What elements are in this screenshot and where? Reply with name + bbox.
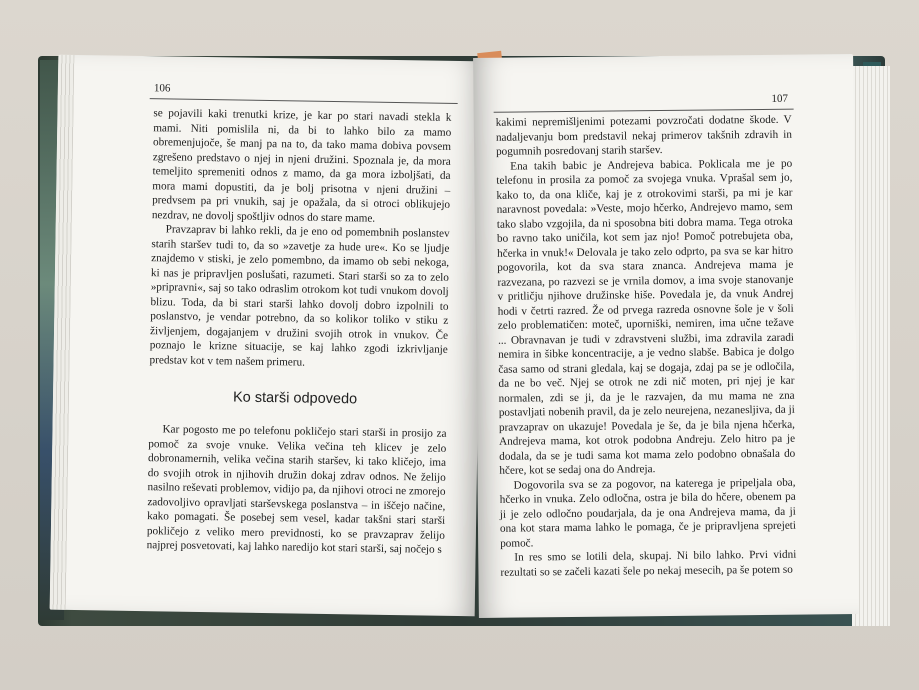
paragraph: Dogovorila sva se za pogovor, na katerega je pripeljala oba, hčerko in vnuka. Zelo odločna, ostra je bila do hčere, obenem pa ji je zelo odločno poudarjala, da je ona Andrejeva mama, da ji ona kot stara mama lahko le pomaga, če je pripravljena sprejeti pomoč.	[499, 476, 797, 550]
section-heading: Ko starši odpovedo	[232, 389, 358, 408]
left-text-bottom	[147, 422, 447, 557]
left-header-rule	[150, 98, 458, 104]
left-page	[50, 55, 484, 617]
paragraph: Pravzaprav bi lahko rekli, da je eno od pomembnih poslanstev starih staršev tudi to, da so »zavetje za hude ure«. Ko se ljudje znajdemo v stiski, je zelo pomembno, da imamo ob sebi nekoga, ki nas je pripravljen poslušati, razumeti. Stari starši so za to zelo »pripravni«, saj so tako odraslim otrokom kot tudi vnukom dovolj blizu. Toda, da bi stari starši lahko dovolj dobro izpolnili to poslanstvo, je vendar potrebno, da so kolikor toliko v stiku z življenjem, dogajanjem v družini svojih otrok in vnukov. Če poznajo le krizne situacije, se kaj lahko zgodi izkrivljanje predstav kot v tem našem primeru.	[149, 223, 450, 369]
right-page-number: 107	[771, 92, 789, 105]
paragraph: In res smo se lotili dela, skupaj. Ni bilo lahko. Prvi vidni rezultati so se začeli kazati šele po nekaj mesecih, pa še potem so	[500, 548, 797, 579]
paragraph: Ena takih babic je Andrejeva babica. Poklicala me je po telefonu in prosila za pomoč za svojega vnuka. Vprašal sem jo, kako to, da ona kliče, kaj je z otrokovimi starši, pa mi je kar naravnost povedala: »Veste, mojo hčerko, Andrejevo mamo, sem tako slabo vzgojila, da ni sposobna biti dobra mama. Tega otroka bo ravno tako uničila, kot sem jaz njo! Pomoč potrebujeta oba, hčerka in vnuk!« Delovala je tako zelo odprto, pa sva se kar hitro pogovorila, kot da sva stara znanca. Andrejeva mama je razvezana, po razvezi se je vrnila domov, a ima svoje stanovanje v pritličju njihove družinske hiše. Povedala je, da vnuk Andrej hodi v četrti razred. Že od prvega razreda osnovne šole je v šoli zelo problematičen: moteč, uporniški, nemiren, ima učne težave ... Obravnavan je tudi v zdravstveni službi, ima zdravila zaradi nemira in šibke koncentracije, a je vedno slabše. Babica je dolgo časa samo od strani gledala, kaj se dogaja, zdaj pa se je odločila, da ne bo več. Njej se otrok ne zdi nič moten, pri njej je kar normalen, zdi se ji, da je le razvajen, da mu mama ne zna postavljati nobenih pravil, da je zelo neurejena, nezanesljiva, da ji pravzaprav on ukazuje! Povedala je še, da je bila njena hčerka, Andrejeva mama, kot otrok podobna Andreju. Zelo hitro pa je dodala, da se je tudi sama kot mama zelo podobno obnašala do hčere, kot se sedaj ona do Andreja.	[496, 157, 796, 477]
right-text	[496, 113, 797, 580]
left-text-top	[149, 106, 451, 372]
paragraph: Kar pogosto me po telefonu pokličejo stari starši in prosijo za pomoč za svoje vnuke. Velika večina teh klicev je zelo dobronamernih, velika večina starih staršev, ki tako kličejo, ima do svojih otrok in njihovih družin dokaj zdrav odnos. Ne želijo nasilno reševati problemov, vidijo pa, da njihovi otroci ne zmorejo zadovoljivo opravljati starševskega poslanstva – in iščejo načine, kako pomagati. Še posebej sem vesel, kadar takšni stari starši pokličejo z veliko mero previdnosti, ko se pravzaprav želijo najprej posvetovati, kaj lahko naredijo kot stari starši, saj nočejo s	[146, 423, 447, 556]
paragraph: se pojavili kaki trenutki krize, je kar po stari navadi stekla k mami. Niti pomislila ni, da bi to lahko bilo za mamo obremenjujoče, še manj pa na to, da tako mama dobiva povsem zgrešeno predstavo o njej in njeni družini. Spoznala je, da mora temeljito spremeniti odnos z mamo, da ga mora izboljšati, da mora mami dopustiti, da je bolj prisotna v njeni družini – predvsem pa pri vnukih, saj je opažala, da si otroci oblikujejo nezdrav, ne dovolj spoštljiv odnos do stare mame.	[151, 107, 452, 225]
right-page	[473, 54, 859, 618]
left-page-number: 106	[153, 82, 171, 95]
paragraph: kakimi nepremišljenimi potezami povzročati dodatne škode. V nadaljevanju bom predstavil nekaj primerov takšnih zdravih in pogumnih posredovanj starih staršev.	[495, 113, 792, 158]
